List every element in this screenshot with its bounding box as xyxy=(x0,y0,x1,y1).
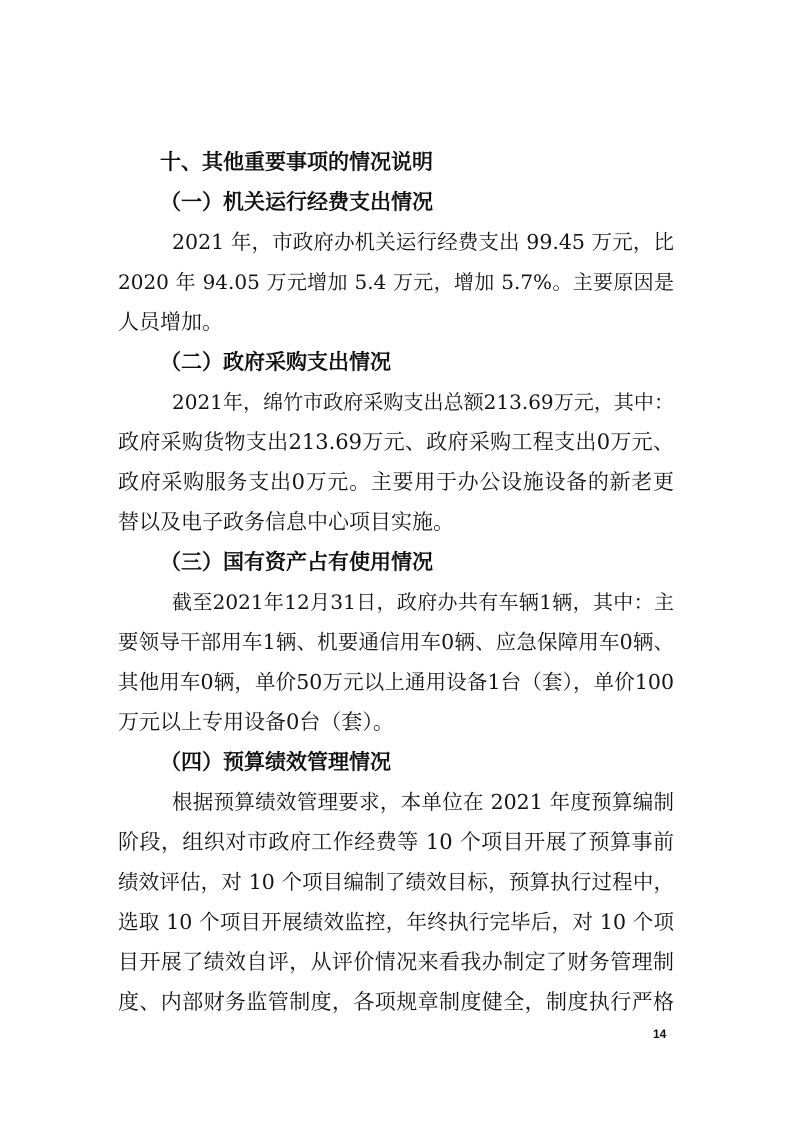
paragraph-line: 政府采购服务支出0万元。主要用于办公设施设备的新老更 xyxy=(118,470,674,494)
paragraph-line: 根据预算绩效管理要求，本单位在 2021 年度预算编制 xyxy=(172,790,674,814)
paragraph-line: 目开展了绩效自评，从评价情况来看我办制定了财务管理制 xyxy=(118,950,674,974)
paragraph-line: 阶段，组织对市政府工作经费等 10 个项目开展了预算事前 xyxy=(118,830,674,854)
paragraph-line: 2021年，绵竹市政府采购支出总额213.69万元，其中： xyxy=(172,390,674,414)
paragraph-line: 截至2021年12月31日，政府办共有车辆1辆，其中：主 xyxy=(172,590,674,614)
subsection-heading-2: （二）政府采购支出情况 xyxy=(160,350,391,374)
paragraph-line: 2020 年 94.05 万元增加 5.4 万元，增加 5.7%。主要原因是 xyxy=(118,270,674,294)
paragraph-line: 其他用车0辆，单价50万元以上通用设备1台（套），单价100 xyxy=(118,670,674,694)
paragraph-line: 万元以上专用设备0台（套）。 xyxy=(118,710,394,734)
paragraph-line: 替以及电子政务信息中心项目实施。 xyxy=(118,510,454,534)
page-number: 14 xyxy=(653,1027,667,1041)
paragraph-line: 绩效评估，对 10 个项目编制了绩效目标，预算执行过程中， xyxy=(118,870,674,894)
paragraph-line: 2021 年，市政府办机关运行经费支出 99.45 万元，比 xyxy=(172,230,674,254)
paragraph-line: 政府采购货物支出213.69万元、政府采购工程支出0万元、 xyxy=(118,430,674,454)
section-title: 十、其他重要事项的情况说明 xyxy=(160,150,433,174)
paragraph-line: 度、内部财务监管制度，各项规章制度健全，制度执行严格 xyxy=(118,990,674,1014)
paragraph-line: 选取 10 个项目开展绩效监控，年终执行完毕后，对 10 个项 xyxy=(118,910,674,934)
paragraph-line: 要领导干部用车1辆、机要通信用车0辆、应急保障用车0辆、 xyxy=(118,630,674,654)
subsection-heading-3: （三）国有资产占有使用情况 xyxy=(160,550,433,574)
subsection-heading-4: （四）预算绩效管理情况 xyxy=(160,750,391,774)
subsection-heading-1: （一）机关运行经费支出情况 xyxy=(160,190,433,214)
paragraph-line: 人员增加。 xyxy=(118,310,223,334)
